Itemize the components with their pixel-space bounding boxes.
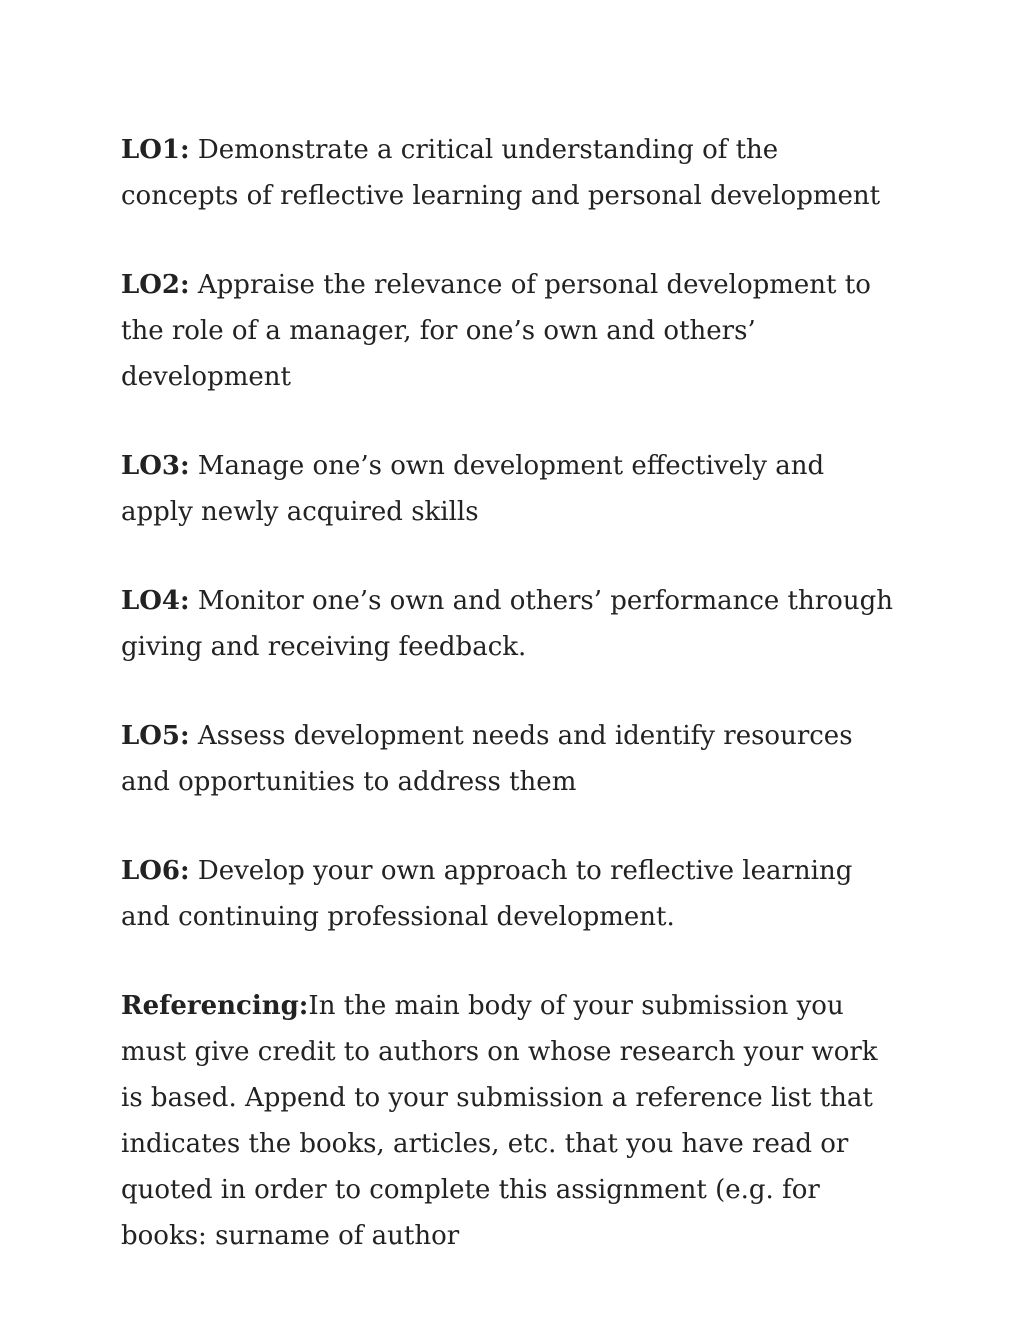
document-page [121,127,901,1302]
learning-outcome-2-text: Appraise the relevance of personal development to the role of a manager, for one’s own and others’ development [121,270,871,392]
learning-outcome-3-text: Manage one’s own development effectively and apply newly acquired skills [121,451,825,527]
learning-outcome-4 [121,578,901,670]
learning-outcome-3 [121,443,901,535]
referencing-paragraph [121,983,901,1259]
learning-outcome-2-label: LO2: [121,270,190,300]
learning-outcome-4-label: LO4: [121,586,190,616]
learning-outcome-4-text: Monitor one’s own and others’ performance through giving and receiving feedback. [121,586,893,662]
learning-outcome-6 [121,848,901,940]
learning-outcome-1-text: Demonstrate a critical understanding of the concepts of reflective learning and personal development [121,135,881,211]
learning-outcome-3-label: LO3: [121,451,190,481]
learning-outcome-2 [121,262,901,400]
learning-outcome-1-label: LO1: [121,135,190,165]
learning-outcome-6-text: Develop your own approach to reflective learning and continuing professional development. [121,856,853,932]
referencing-label: Referencing: [121,991,309,1021]
referencing-text: In the main body of your submission you must give credit to authors on whose research your work is based. Append to your submission a reference list that indicates the books, articles, etc. that you have read or quoted in order to complete this assignment (e.g. for books: surname of author [121,991,878,1251]
learning-outcome-5-text: Assess development needs and identify resources and opportunities to address them [121,721,853,797]
learning-outcome-5-label: LO5: [121,721,190,751]
learning-outcome-5 [121,713,901,805]
learning-outcome-6-label: LO6: [121,856,190,886]
learning-outcome-1 [121,127,901,219]
